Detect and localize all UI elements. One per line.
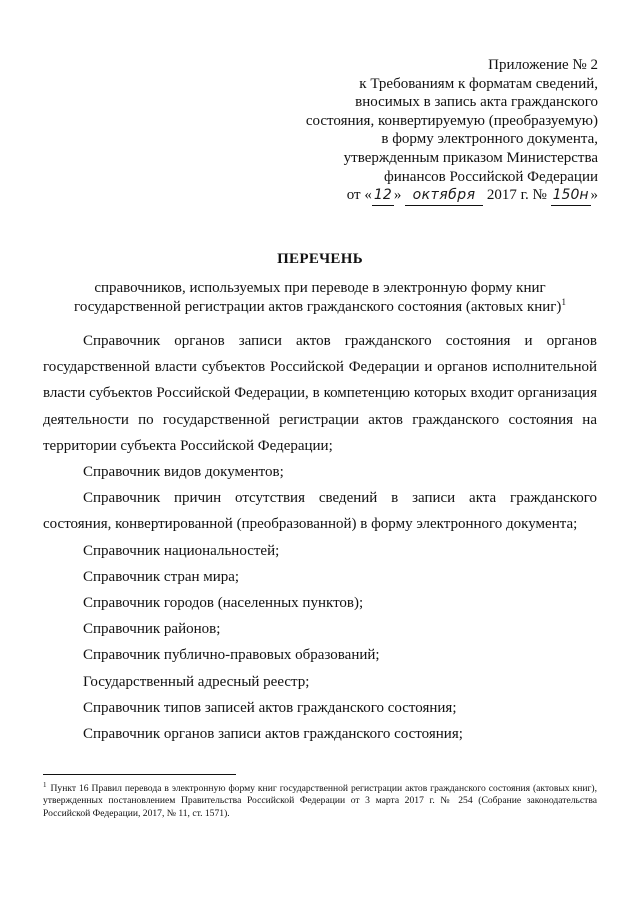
footnote-reference: 1 — [561, 297, 566, 307]
header-line: Приложение № 2 — [488, 57, 598, 73]
header-line: вносимых в запись акта гражданского — [355, 94, 598, 111]
header-line: утвержденным приказом Министерства — [343, 149, 598, 166]
footnote-mark: 1 — [43, 780, 47, 789]
date-suffix: » — [590, 187, 598, 204]
header-line: к Требованиям к форматам сведений, — [359, 75, 598, 92]
list-item: Справочник органов записи актов гражданского состояния и органов государственной власти субъектов Российской Федерации и органов исполнительной власти субъектов Российской Федерации, в компетенцию которых входит организация деятельности по государственной регистрации актов гражданского состояния на территории субъекта Российской Федерации; — [43, 333, 597, 454]
header-line: состояния, конвертируемую (преобразуемую) — [305, 112, 598, 129]
footnote-divider — [43, 774, 236, 775]
date-mid: » — [393, 187, 402, 204]
list-item: Справочник районов; — [83, 621, 221, 638]
handwritten-order-number: 150н — [551, 186, 591, 206]
list-item: Справочник органов записи актов гражданского состояния; — [83, 726, 463, 743]
list-item: Справочник стран мира; — [83, 568, 240, 585]
list-item: Справочник типов записей актов гражданского состояния; — [83, 699, 457, 716]
footnote-text: Пункт 16 Правил перевода в электронную форму книг государственной регистрации актов гражданского состояния (актовых книг), утвержденных постановлением Правительства Российской Федерации от 3 марта 2017 г. № 254 (Собрание законодательства Российской Федерации, 2017, № 11, ст. 1571). — [43, 783, 597, 819]
directory-list — [43, 328, 597, 747]
list-item: Государственный адресный реестр; — [83, 673, 310, 690]
date-year: 2017 г. № — [486, 187, 547, 204]
list-item: Справочник национальностей; — [83, 542, 280, 559]
list-item: Справочник видов документов; — [83, 464, 284, 481]
footnote — [43, 780, 597, 820]
header-line: финансов Российской Федерации — [384, 168, 598, 185]
list-item: Справочник городов (населенных пунктов); — [83, 595, 364, 612]
handwritten-month: октября — [405, 186, 483, 206]
handwritten-day: 12 — [372, 186, 394, 206]
date-prefix: от « — [346, 187, 372, 204]
header-line: в форму электронного документа, — [381, 131, 598, 148]
subtitle-text: справочников, используемых при переводе в электронную форму книг государственной регистрации актов гражданского состояния (актовых книг) — [74, 280, 562, 315]
page-title: ПЕРЕЧЕНЬ — [277, 251, 363, 267]
order-date-line — [306, 186, 598, 206]
list-item: Справочник публично-правовых образований; — [83, 647, 380, 664]
page-subtitle — [40, 279, 600, 317]
list-item: Справочник причин отсутствия сведений в записи акта гражданского состояния, конвертированной (преобразованной) в форму электронного документа; — [43, 490, 597, 533]
appendix-header — [306, 56, 598, 206]
